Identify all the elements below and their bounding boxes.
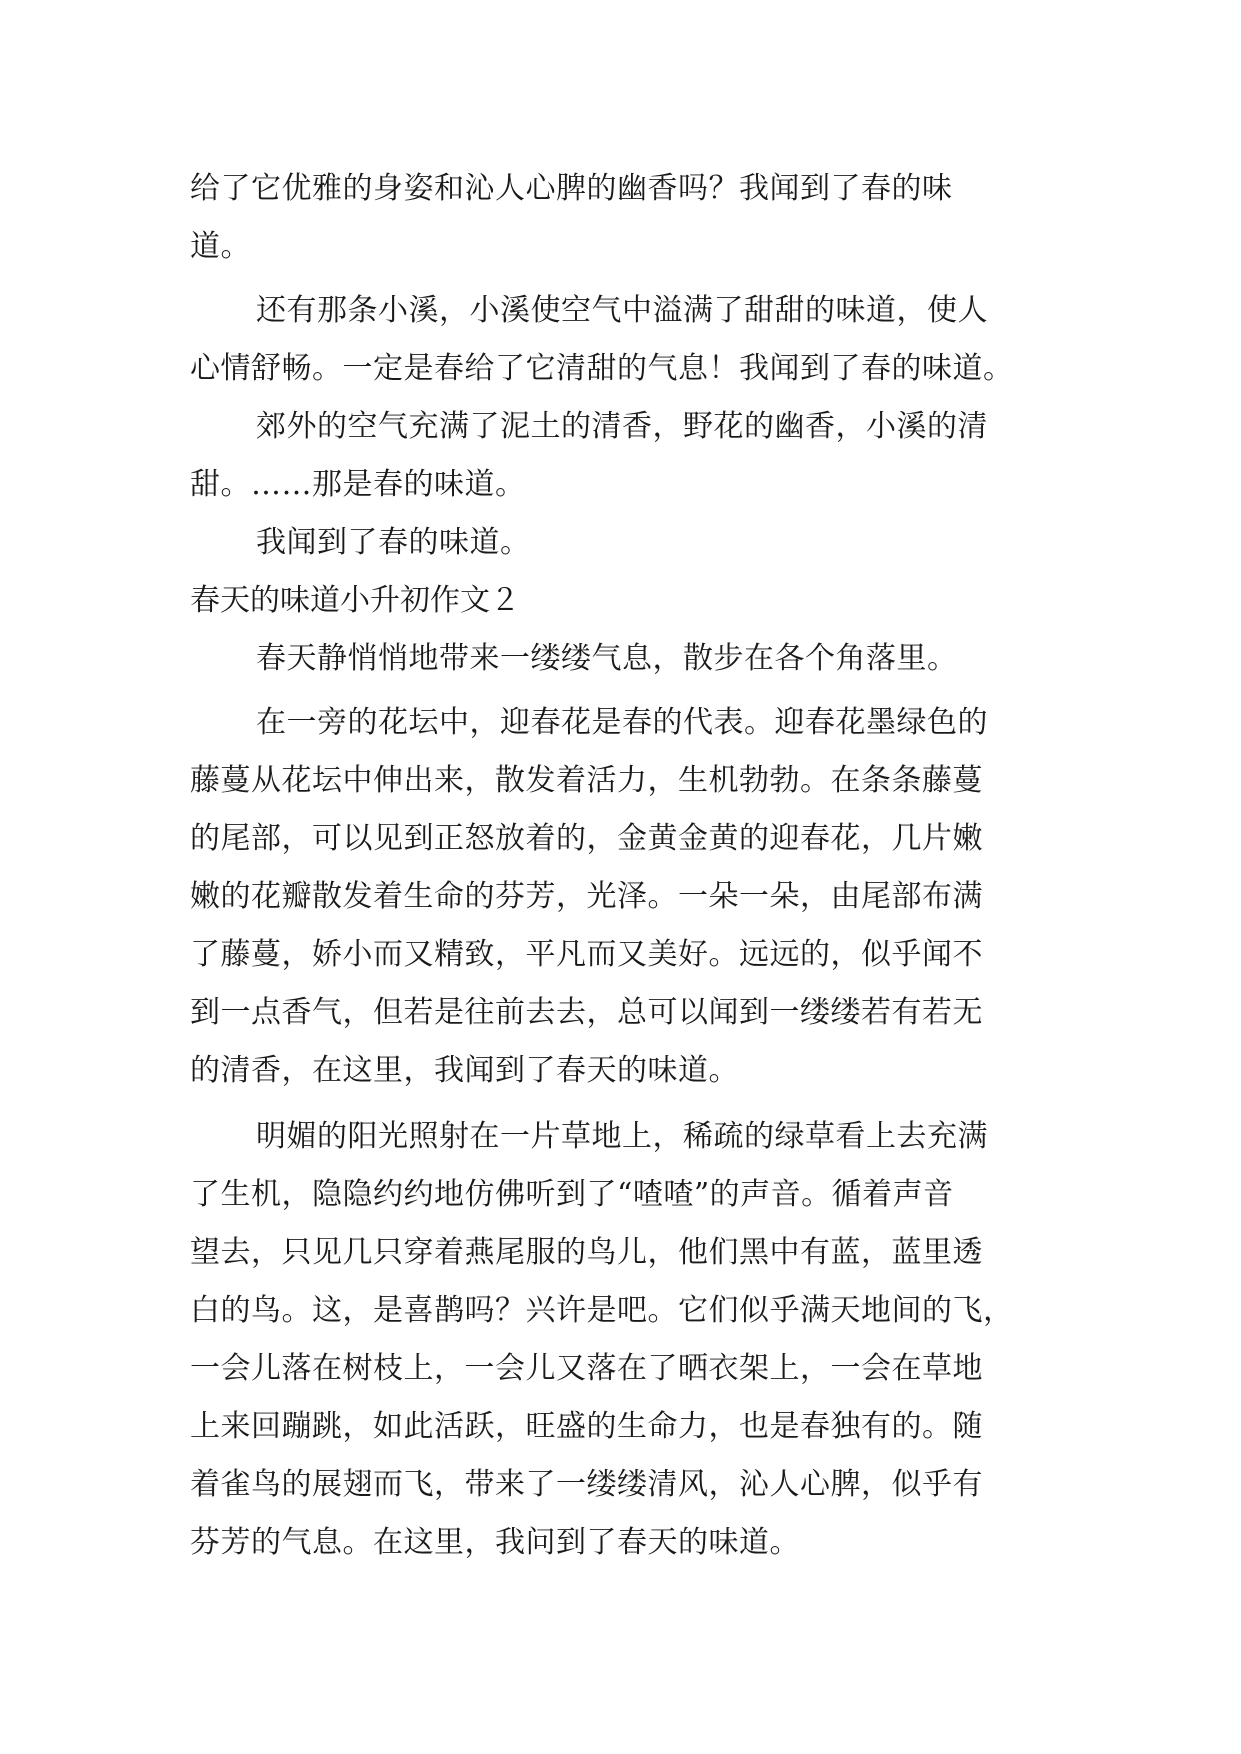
text-line: 藤蔓从花坛中伸出来，散发着活力，生机勃勃。在条条藤蔓 [190, 763, 983, 798]
text-line: 甜。……那是春的味道。 [190, 467, 526, 502]
text-line: 了藤蔓，娇小而又精致，平凡而又美好。远远的，似乎闻不 [190, 937, 983, 972]
text-line: 芬芳的气息。在这里，我问到了春天的味道。 [190, 1525, 800, 1560]
text-line: 心情舒畅。一定是春给了它清甜的气息！我闻到了春的味道。 [190, 351, 1014, 386]
text-line: 到一点香气，但若是往前去去，总可以闻到一缕缕若有若无 [190, 995, 983, 1030]
text-line: 了生机，隐隐约约地仿佛听到了“喳喳”的声音。循着声音 [190, 1177, 954, 1212]
paragraph-start-line: 我闻到了春的味道。 [256, 525, 531, 560]
text-line: 上来回蹦跳，如此活跃，旺盛的生命力，也是春独有的。随 [190, 1409, 983, 1444]
paragraph-start-line: 明媚的阳光照射在一片草地上，稀疏的绿草看上去充满 [256, 1119, 988, 1154]
text-line: 一会儿落在树枝上，一会儿又落在了晒衣架上，一会在草地 [190, 1351, 983, 1386]
text-line: 着雀鸟的展翅而飞，带来了一缕缕清风，沁人心脾，似乎有 [190, 1467, 983, 1502]
text-line: 望去，只见几只穿着燕尾服的鸟儿，他们黑中有蓝，蓝里透 [190, 1235, 983, 1270]
text-line: 嫩的花瓣散发着生命的芬芳，光泽。一朵一朵，由尾部布满 [190, 879, 983, 914]
text-line: 白的鸟。这，是喜鹊吗？兴许是吧。它们似乎满天地间的飞， [190, 1293, 1014, 1328]
paragraph-start-line: 春天静悄悄地带来一缕缕气息，散步在各个角落里。 [256, 641, 958, 676]
paragraph-start-line: 郊外的空气充满了泥土的清香，野花的幽香，小溪的清 [256, 409, 988, 444]
text-line: 的清香，在这里，我闻到了春天的味道。 [190, 1053, 739, 1088]
document-body [190, 160, 1050, 1572]
section-heading: 春天的味道小升初作文２ [190, 583, 520, 618]
paragraph-start-line: 在一旁的花坛中，迎春花是春的代表。迎春花墨绿色的 [256, 705, 988, 740]
text-line: 道。 [190, 229, 251, 264]
paragraph-start-line: 还有那条小溪，小溪使空气中溢满了甜甜的味道，使人 [256, 293, 988, 328]
text-line: 给了它优雅的身姿和沁人心脾的幽香吗？我闻到了春的味 [190, 171, 953, 206]
text-line: 的尾部，可以见到正怒放着的，金黄金黄的迎春花，几片嫩 [190, 821, 983, 856]
